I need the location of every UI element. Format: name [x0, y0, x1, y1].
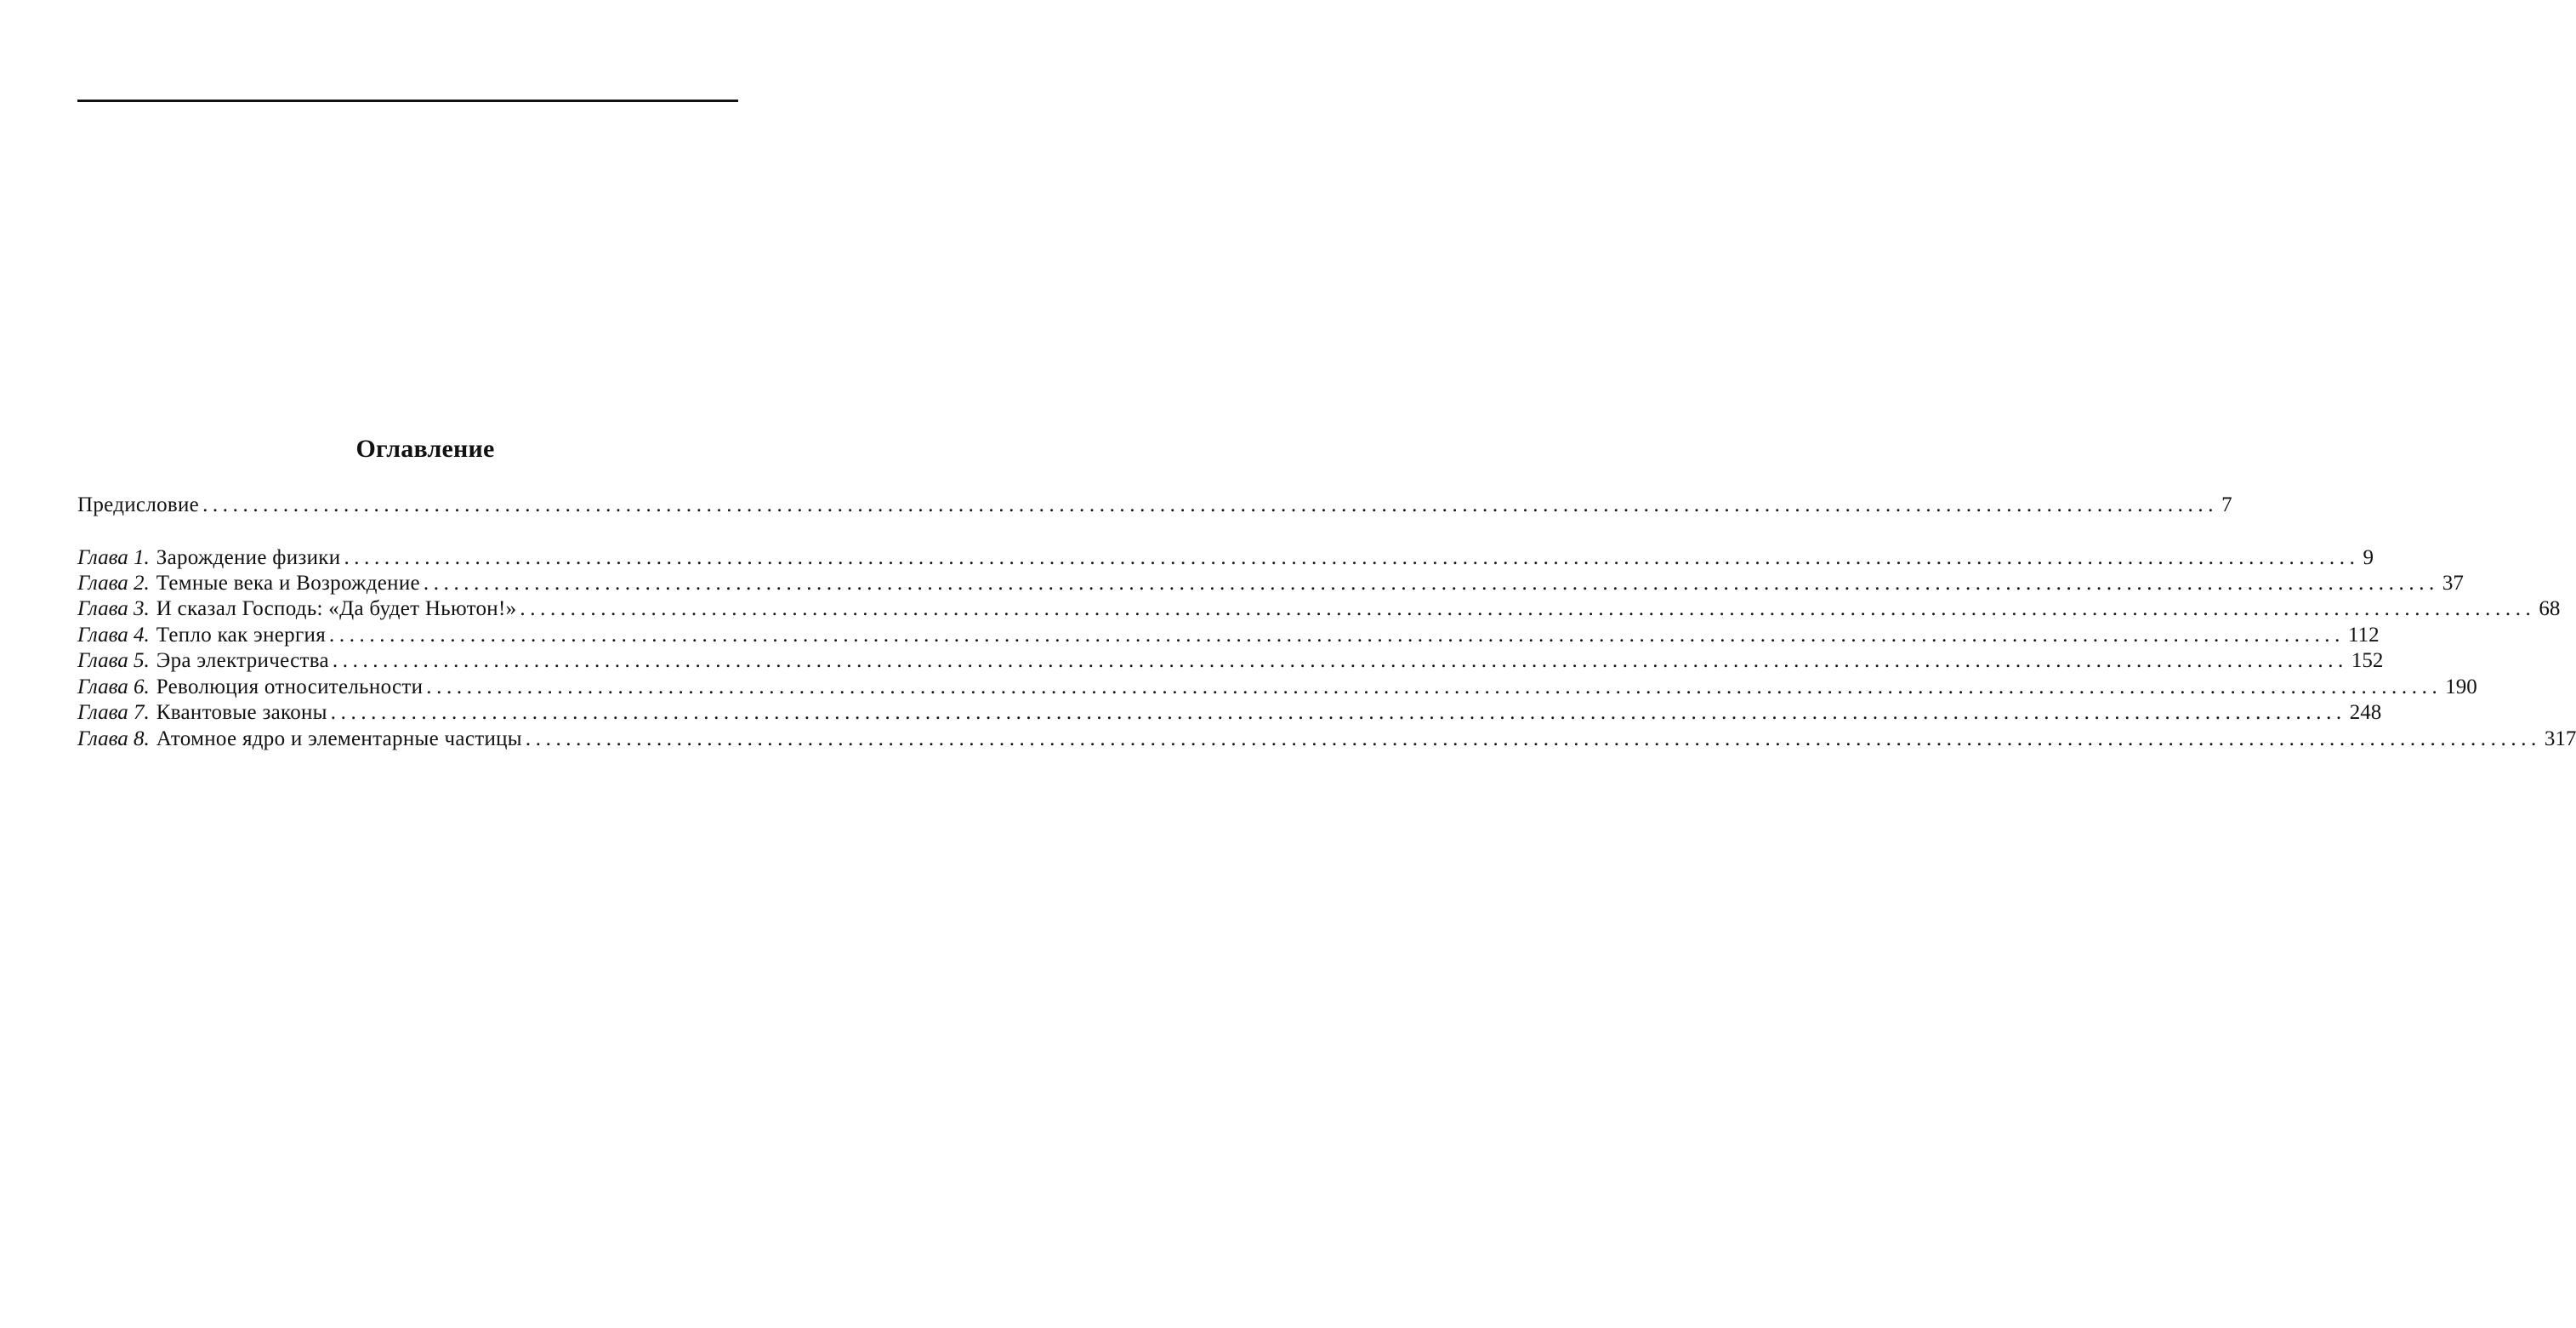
toc-entry-title: Атомное ядро и элементарные частицы: [156, 727, 522, 750]
toc-entry-chapter-3[interactable]: [77, 596, 2561, 622]
toc-entry-title: Предисловие: [77, 493, 200, 516]
chapter-label: Глава 1.: [77, 546, 150, 569]
dot-leader: ........................................................................................................................................................................................................: [330, 701, 2346, 724]
dot-leader: ........................................................................................................................................................................................................: [202, 493, 2219, 516]
toc-entry-title: Тепло как энергия: [156, 624, 326, 647]
toc-page-number: 190: [2445, 675, 2477, 698]
toc-entry-title: Революция относительности: [156, 675, 424, 698]
toc-entry-title: Квантовые законы: [156, 701, 327, 724]
top-horizontal-rule: [77, 100, 738, 102]
chapter-label: Глава 3.: [77, 597, 150, 620]
toc-entry-chapter-6[interactable]: [77, 674, 2477, 700]
dot-leader: ........................................................................................................................................................................................................: [525, 727, 2541, 750]
toc-entry-title: Эра электричества: [156, 649, 329, 672]
toc-entry-title: Темные века и Возрождение: [156, 572, 420, 595]
toc-entry-chapter-2[interactable]: [77, 570, 2464, 596]
chapter-label: Глава 2.: [77, 572, 150, 595]
toc-page-number: 317: [2544, 727, 2576, 750]
dot-leader: ........................................................................................................................................................................................................: [344, 546, 2360, 569]
dot-leader: ........................................................................................................................................................................................................: [332, 649, 2348, 672]
toc-entry-title: И сказал Господь: «Да будет Ньютон!»: [156, 597, 517, 620]
toc-page-number: 9: [2363, 546, 2374, 569]
toc-entry-chapter-4[interactable]: [77, 622, 2380, 648]
toc-page-number: 152: [2351, 649, 2384, 672]
chapter-label: Глава 7.: [77, 701, 150, 724]
dot-leader: ........................................................................................................................................................................................................: [520, 597, 2536, 620]
toc-page-number: 112: [2348, 624, 2380, 647]
toc-page-number: 68: [2539, 597, 2561, 620]
toc-entry-chapter-7[interactable]: [77, 699, 2382, 726]
toc-heading: Оглавление: [355, 435, 495, 463]
toc-entry-preface[interactable]: [77, 492, 2232, 518]
toc-page-number: 7: [2221, 493, 2232, 516]
dot-leader: ........................................................................................................................................................................................................: [329, 624, 2345, 647]
toc-entry-chapter-1[interactable]: [77, 544, 2374, 571]
dot-leader: ........................................................................................................................................................................................................: [426, 675, 2442, 698]
toc-entry-chapter-5[interactable]: [77, 647, 2384, 674]
toc-page-number: 248: [2349, 701, 2382, 724]
dot-leader: ........................................................................................................................................................................................................: [423, 572, 2439, 595]
toc-page-number: 37: [2442, 572, 2464, 595]
chapter-label: Глава 5.: [77, 649, 150, 672]
chapter-label: Глава 6.: [77, 675, 150, 698]
toc-entry-title: Зарождение физики: [156, 546, 341, 569]
chapter-label: Глава 4.: [77, 624, 150, 647]
toc-entry-chapter-8[interactable]: [77, 726, 2576, 752]
chapter-label: Глава 8.: [77, 727, 150, 750]
